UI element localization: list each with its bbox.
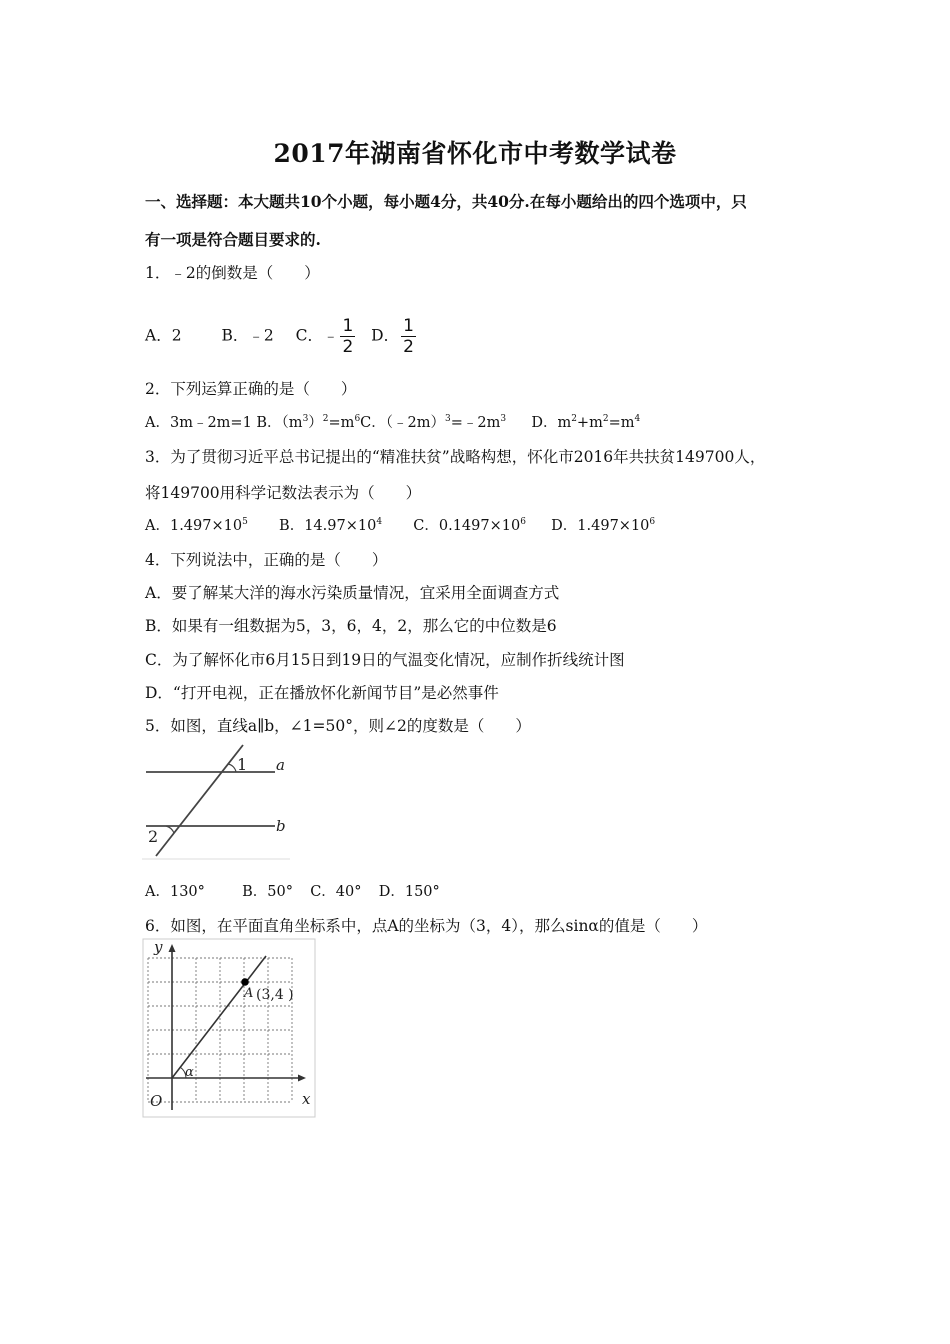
q5-angle-2-arc	[166, 826, 174, 833]
section-heading-line1: 一、选择题：本大题共10个小题，每小题4分，共40分.在每小题给出的四个选项中，只	[145, 192, 747, 211]
q5-option-b: B．50°	[242, 884, 293, 900]
q3-stem-line1: 3．为了贯彻习近平总书记提出的“精准扶贫”战略构想，怀化市2016年共扶贫149700人，	[145, 448, 766, 466]
q2-option-d: D．$m^2+m^2=m^4$	[531, 414, 641, 431]
q4-stem: 4．下列说法中，正确的是（ ）	[145, 551, 388, 569]
q6-x-arrow	[298, 1075, 306, 1082]
q6-stem: 6．如图，在平面直角坐标系中，点A的坐标为（3，4），那么sinα的值是（ ）	[145, 917, 708, 935]
q5-transversal	[156, 745, 243, 856]
q6-label-origin: O	[150, 1092, 163, 1110]
q1-option-c-fraction	[340, 316, 355, 357]
q6-label-x: x	[302, 1090, 311, 1108]
q3-options	[145, 514, 655, 535]
q1-option-d-fraction	[401, 316, 416, 357]
q1-option-d-numerator: 1	[403, 316, 414, 336]
q5-label-1: 1	[237, 755, 248, 774]
q3-stem-line2: 将149700用科学记数法表示为（ ）	[145, 484, 422, 502]
q2-stem: 2．下列运算正确的是（ ）	[145, 380, 357, 398]
q1-option-b: B．﹣2	[221, 326, 274, 345]
q4-option-c: C．为了解怀化市6月15日到19日的气温变化情况，应制作折线统计图	[145, 651, 625, 669]
q5-option-c: C．40°	[310, 884, 362, 900]
q3-option-c: C．$0.1497\times 10^6$	[413, 517, 526, 534]
q5-options	[145, 880, 440, 901]
q4-option-a: A．要了解某大洋的海水污染质量情况，宜采用全面调查方式	[145, 584, 560, 602]
q4-option-b: B．如果有一组数据为5，3，6，4，2，那么它的中位数是6	[145, 617, 557, 635]
q2-option-c: C．$(﹣2m)^3=﹣2m^3$	[360, 414, 507, 431]
section-heading-line2: 有一项是符合题目要求的.	[145, 230, 321, 249]
q3-option-d: D．$1.497\times 10^6$	[551, 517, 656, 534]
q6-coordinate-figure	[142, 938, 317, 1120]
q6-ray-OA	[172, 956, 266, 1078]
q5-label-b: b	[276, 817, 286, 835]
q1-option-d-prefix: D．	[371, 326, 400, 345]
q1-option-c-denominator: 2	[342, 337, 354, 357]
q6-label-coordinates: (3,4 )	[256, 987, 294, 1003]
q5-stem: 5．如图，直线a∥b，∠1=50°，则∠2的度数是（ ）	[145, 717, 531, 735]
q1-option-c-numerator: 1	[342, 316, 354, 336]
q1-option-c-prefix: C．﹣	[295, 326, 339, 345]
q1-option-d-denominator: 2	[403, 337, 414, 357]
q6-grid	[148, 958, 292, 1102]
q5-option-a: A．130°	[145, 884, 205, 900]
q1-option-a: A．2	[145, 326, 182, 345]
q2-option-a: A．3m﹣2m=1	[145, 415, 252, 431]
exam-title: 2017年湖南省怀化市中考数学试卷	[273, 139, 677, 168]
q1-options	[145, 316, 418, 357]
q3-option-a: A．$1.497\times 10^5$	[145, 517, 248, 534]
q4-option-d: D．“打开电视，正在播放怀化新闻节目”是必然事件	[145, 684, 499, 702]
q5-parallel-lines-figure	[140, 740, 295, 865]
q6-point-A	[241, 978, 249, 986]
q5-label-2: 2	[148, 827, 159, 846]
q2-options	[145, 411, 640, 432]
q1-stem: 1．﹣2的倒数是（ ）	[145, 264, 320, 282]
q3-option-b: B．$14.97\times 10^4$	[279, 517, 383, 534]
q5-option-d: D．150°	[378, 884, 440, 900]
q6-label-y: y	[154, 938, 163, 956]
q5-label-a: a	[276, 756, 285, 774]
q6-label-alpha: α	[185, 1065, 194, 1080]
q6-y-arrow	[169, 944, 176, 952]
q6-label-A: A	[244, 986, 254, 1001]
q5-angle-1-arc	[228, 764, 236, 772]
q2-option-b: B．$(m^3)^2=m^6$	[256, 414, 361, 431]
